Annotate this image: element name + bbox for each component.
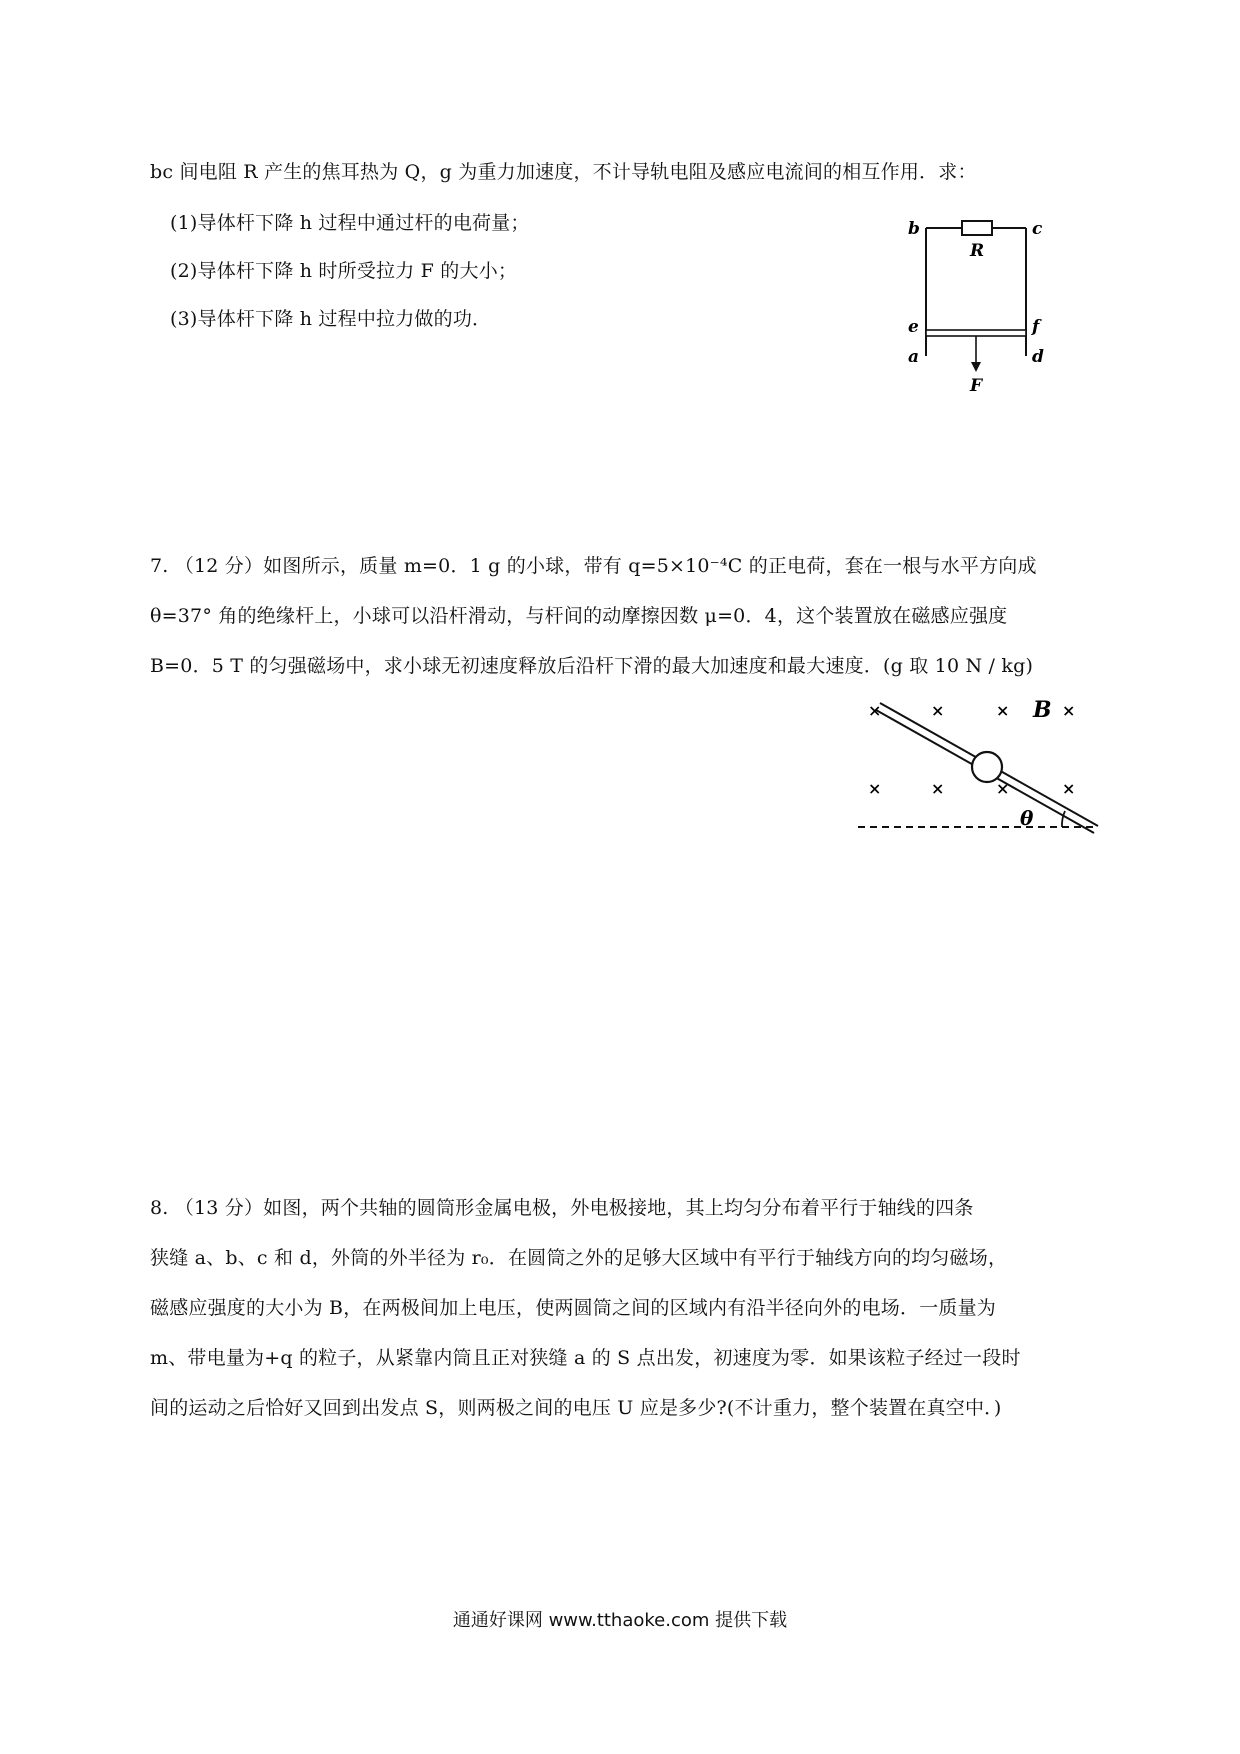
label-e: e	[908, 317, 919, 337]
problem8-line-4: m、带电量为+q 的粒子，从紧靠内筒且正对狭缝 a 的 S 点出发，初速度为零．如果该粒子经过一段时	[150, 1347, 1021, 1369]
problem7-line-3: B=0．5 T 的匀强磁场中，求小球无初速度释放后沿杆下滑的最大加速度和最大速度．(g 取 10 N / kg)	[150, 655, 1034, 677]
label-d: d	[1032, 347, 1044, 367]
problem6-intro: bc 间电阻 R 产生的焦耳热为 Q，g 为重力加速度，不计导轨电阻及感应电流间的相互作用．求：	[150, 161, 977, 183]
field-cross-2: ×	[931, 701, 945, 720]
rail-circuit-diagram	[900, 208, 1080, 398]
label-f: f	[1032, 317, 1040, 337]
field-cross-4: ×	[1062, 701, 1076, 720]
force-arrow-head	[971, 362, 981, 372]
problem8-line-1: 8. （13 分）如图，两个共轴的圆筒形金属电极，外电极接地，其上均匀分布着平行于轴线的四条	[150, 1197, 974, 1219]
problem6-question-3: (3)导体杆下降 h 过程中拉力做的功．	[170, 308, 492, 330]
rail-circuit-figure	[900, 208, 1080, 398]
inclined-rod-diagram	[850, 695, 1110, 840]
angle-arc	[1062, 811, 1065, 827]
problem6-question-1: (1)导体杆下降 h 过程中通过杆的电荷量；	[170, 212, 530, 234]
problem6-question-2: (2)导体杆下降 h 时所受拉力 F 的大小；	[170, 260, 518, 282]
problem8-line-3: 磁感应强度的大小为 B，在两极间加上电压，使两圆筒之间的区域内有沿半径向外的电场．一质量为	[150, 1297, 997, 1319]
problem8-line-5: 间的运动之后恰好又回到出发点 S，则两极之间的电压 U 应是多少?(不计重力，整个装置在真空中．)	[150, 1397, 1002, 1419]
field-cross-8: ×	[1062, 779, 1076, 798]
resistor-R	[962, 221, 992, 235]
field-cross-1: ×	[868, 701, 882, 720]
field-B-label: B	[1033, 697, 1052, 723]
problem7-line-2: θ=37° 角的绝缘杆上，小球可以沿杆滑动，与杆间的动摩擦因数 μ=0．4，这个装置放在磁感应强度	[150, 605, 1008, 627]
angle-theta-label: θ	[1020, 806, 1034, 830]
inclined-rod-figure	[850, 695, 1110, 840]
label-c: c	[1032, 219, 1043, 239]
field-cross-5: ×	[868, 779, 882, 798]
label-F: F	[970, 376, 983, 396]
page-footer: 通通好课网 www.tthaoke.com 提供下载	[452, 1610, 788, 1631]
problem7-line-1: 7. （12 分）如图所示，质量 m=0．1 g 的小球，带有 q=5×10⁻⁴C 的正电荷，套在一根与水平方向成	[150, 555, 1037, 577]
field-cross-3: ×	[996, 701, 1010, 720]
label-R: R	[970, 241, 985, 261]
conductor-rod-ef	[926, 330, 1026, 336]
label-b: b	[908, 219, 920, 239]
field-cross-7: ×	[996, 779, 1010, 798]
field-cross-6: ×	[931, 779, 945, 798]
problem8-line-2: 狭缝 a、b、c 和 d，外筒的外半径为 r₀．在圆筒之外的足够大区域中有平行于轴线方向的均匀磁场，	[150, 1247, 1008, 1269]
label-a: a	[908, 347, 920, 367]
charged-ball	[972, 752, 1002, 782]
